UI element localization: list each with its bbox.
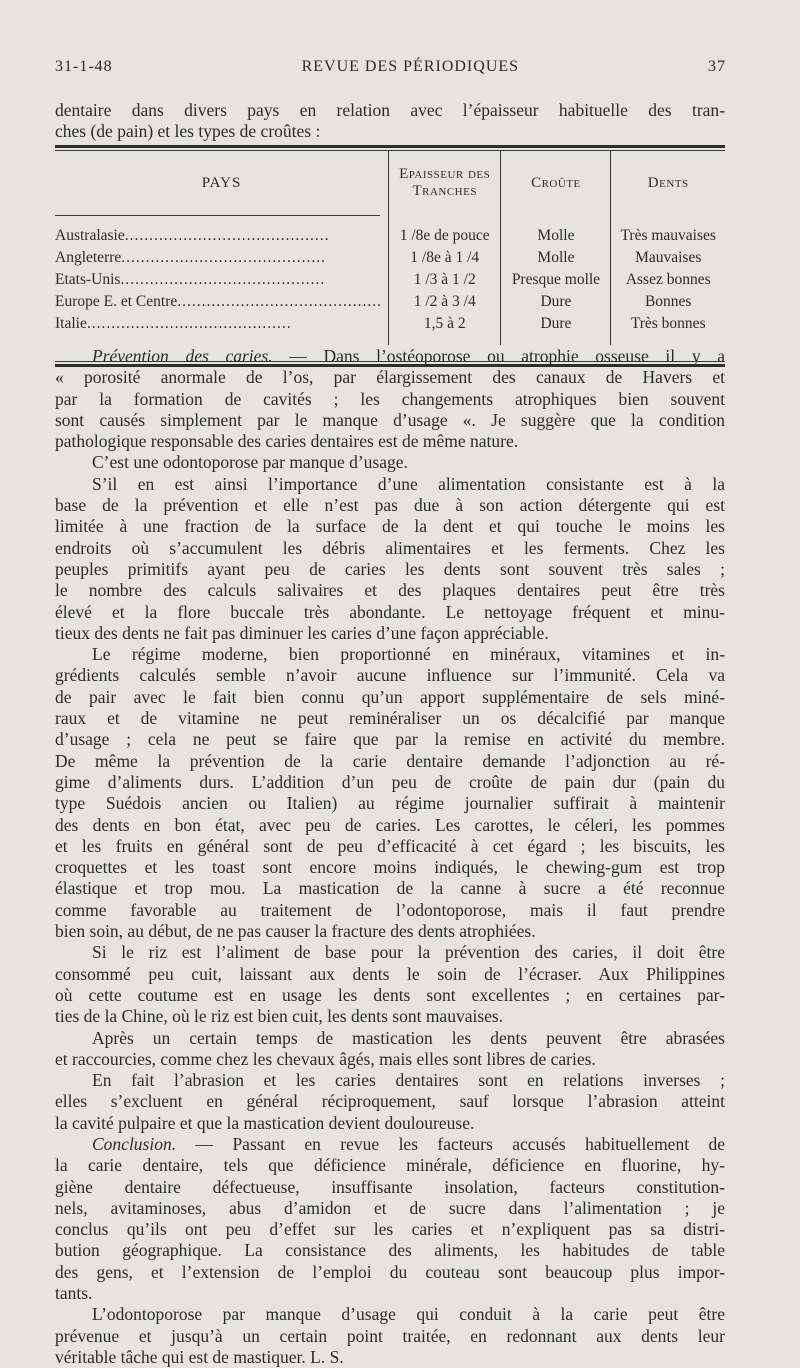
intro-line: dentaire dans divers pays en relation avec l’épaisseur habituelle des tran- [55, 100, 725, 120]
paragraph-prevention: Prévention des caries. — Dans l’ostéoporose ou atrophie osseuse il y a « porosité anormale de l’os, par élargissement des canaux de Havers et par la formation de cavités ; les changements atrophiques bien souvent sont causés simplement par le manque d’usage «. Je suggère que la condition pathologique responsable des caries dentaires est de même nature. C’est une odontoporose par manque d’usage. [55, 346, 725, 473]
country-cell: Europe E. et Centre [55, 293, 178, 310]
col-header-croute: Croûte [501, 151, 611, 215]
crust-cell: Molle [501, 247, 611, 269]
header-date: 31-1-48 [55, 58, 113, 75]
table-row: Angleterre .......................................... 1 /8e à 1 /4 Molle Mauvaises [55, 247, 725, 269]
intro-paragraph [55, 100, 725, 142]
paragraph-final: L’odontoporose par manque d’usage qui conduit à la carie peut être prévenue et jusqu’à un certain point traitée, en redonnant aux dents leur véritable tâche qui est de mastiquer. L. S. [55, 1304, 725, 1367]
country-cell: Australasie [55, 227, 125, 244]
thickness-cell: 1 /8e à 1 /4 [388, 247, 500, 269]
thickness-cell: 1 /3 à 1 /2 [388, 269, 500, 291]
table-top-rule [55, 145, 725, 148]
crust-cell: Molle [501, 225, 611, 247]
paragraph-4: Si le riz est l’aliment de base pour la prévention des caries, il doit être consommé peu cuit, laissant aux dents le soin de l’écraser. Aux Philippines où cette coutume est en usage les dents sont excellentes ; en certaines par- ties de la Chine, où le riz est bien cuit, les dents sont mauvaises. [55, 942, 725, 1027]
country-cell: Angleterre [55, 249, 122, 266]
paragraph-5: Après un certain temps de mastication les dents peuvent être abrasées et raccourcies, comme chez les chevaux âgés, mais elles sont libres de caries. [55, 1027, 725, 1069]
paragraph-conclusion: Conclusion. — Passant en revue les facteurs accusés habituellement de la carie dentaire, tels que déficience minérale, déficience en fluorine, hy- giène dentaire défectueuse, insuffisante insolation, facteurs constitution- nels, avitaminoses, abus d’amidon et de sucre dans l’alimentation ; je conclus qu’ils ont peu d’effet sur les caries et n’expliquent pas sa distri- bution géographique. La consistance des aliments, les habitudes de table des gens, et l’extension de l’emploi du couteau sont beaucoup plus impor- tants. [55, 1133, 725, 1304]
table-row: Australasie .......................................... 1 /8e de pouce Molle Très mauvaises [55, 225, 725, 247]
article-body [55, 346, 725, 1368]
paragraph-6: En fait l’abrasion et les caries dentaires sont en relations inverses ; elles s’excluent en général réciproquement, sauf lorsque l’abrasion atteint la cavité pulpaire et que la mastication devient douloureuse. [55, 1070, 725, 1133]
crust-cell: Presque molle [501, 269, 611, 291]
paragraph-3: Le régime moderne, bien proportionné en minéraux, vitamines et in- grédients calculés semble n’avoir aucune influence sur l’immunité. Cela va de pair avec le fait bien connu qu’un apport supplémentaire de sels miné- raux et de vitamine ne peut reminéraliser un os décalcifié par manque d’usage ; cela ne peut se faire que par la remise en activité du membre. De même la prévention de la carie dentaire demande l’adjonction au ré- gime d’aliments durs. L’addition d’un peu de croûte de pain dur (pain du type Suédois ancien ou Italien) au régime journalier suffirait à maintenir des dents en bon état, avec peu de caries. Les carottes, le céleri, les pommes et les fruits en général sont de peu d’efficacité à cet égard ; les biscuits, les croquettes et les toast sont encore moins indiqués, le chewing-gum est trop élastique et trop mou. La mastication de la canne à sucre a été reconnue comme favorable au traitement de l’odontoporose, mais il faut prendre bien soin, au début, de ne pas causer la fracture des dents atrophiées. [55, 644, 725, 942]
thickness-cell: 1 /8e de pouce [388, 225, 500, 247]
intro-line: ches (de pain) et les types de croûtes : [55, 121, 321, 141]
teeth-cell: Assez bonnes [611, 269, 725, 291]
teeth-cell: Mauvaises [611, 247, 725, 269]
teeth-cell: Bonnes [611, 291, 725, 313]
teeth-cell: Très bonnes [611, 313, 725, 335]
running-header [55, 58, 726, 76]
country-cell: Etats-Unis [55, 271, 121, 288]
col-header-dents: Dents [611, 151, 725, 215]
table-row: Europe E. et Centre .......................................... 1 /2 à 3 /4 Dure Bonnes [55, 291, 725, 313]
table-row: Etats-Unis .......................................... 1 /3 à 1 /2 Presque molle Assez bonnes [55, 269, 725, 291]
crust-cell: Dure [501, 291, 611, 313]
crust-cell: Dure [501, 313, 611, 335]
author-signature: L. S. [310, 1346, 344, 1367]
section-title-prevention: Prévention des caries. [92, 346, 273, 366]
teeth-cell: Très mauvaises [611, 225, 725, 247]
page-number: 37 [707, 58, 726, 75]
teeth-table [55, 145, 725, 367]
thickness-cell: 1 /2 à 3 /4 [388, 291, 500, 313]
section-title-conclusion: Conclusion. [92, 1133, 177, 1154]
col-header-pays: PAYS [201, 174, 242, 191]
thickness-cell: 1,5 à 2 [388, 313, 500, 335]
table-row: Italie .......................................... 1,5 à 2 Dure Très bonnes [55, 313, 725, 335]
col-header-epaisseur: Epaisseur des Tranches [388, 151, 500, 215]
country-cell: Italie [55, 315, 87, 332]
paragraph-2: S’il en est ainsi l’importance d’une alimentation consistante est à la base de la prévention et elle n’est pas due à son action détergente qui est limitée à une fraction de la surface de la dent et qui touche le moins les endroits où s’accumulent les débris alimentaires et les ferments. Chez les peuples primitifs ayant peu de caries les dents sont souvent très sales ; le nombre des calculs salivaires et des plaques dentaires peut être très élevé et la flore buccale très abondante. Le nettoyage fréquent et minu- tieux des dents ne fait pas diminuer les caries d’une façon appréciable. [55, 473, 725, 643]
header-journal-title: REVUE DES PÉRIODIQUES [301, 58, 520, 75]
